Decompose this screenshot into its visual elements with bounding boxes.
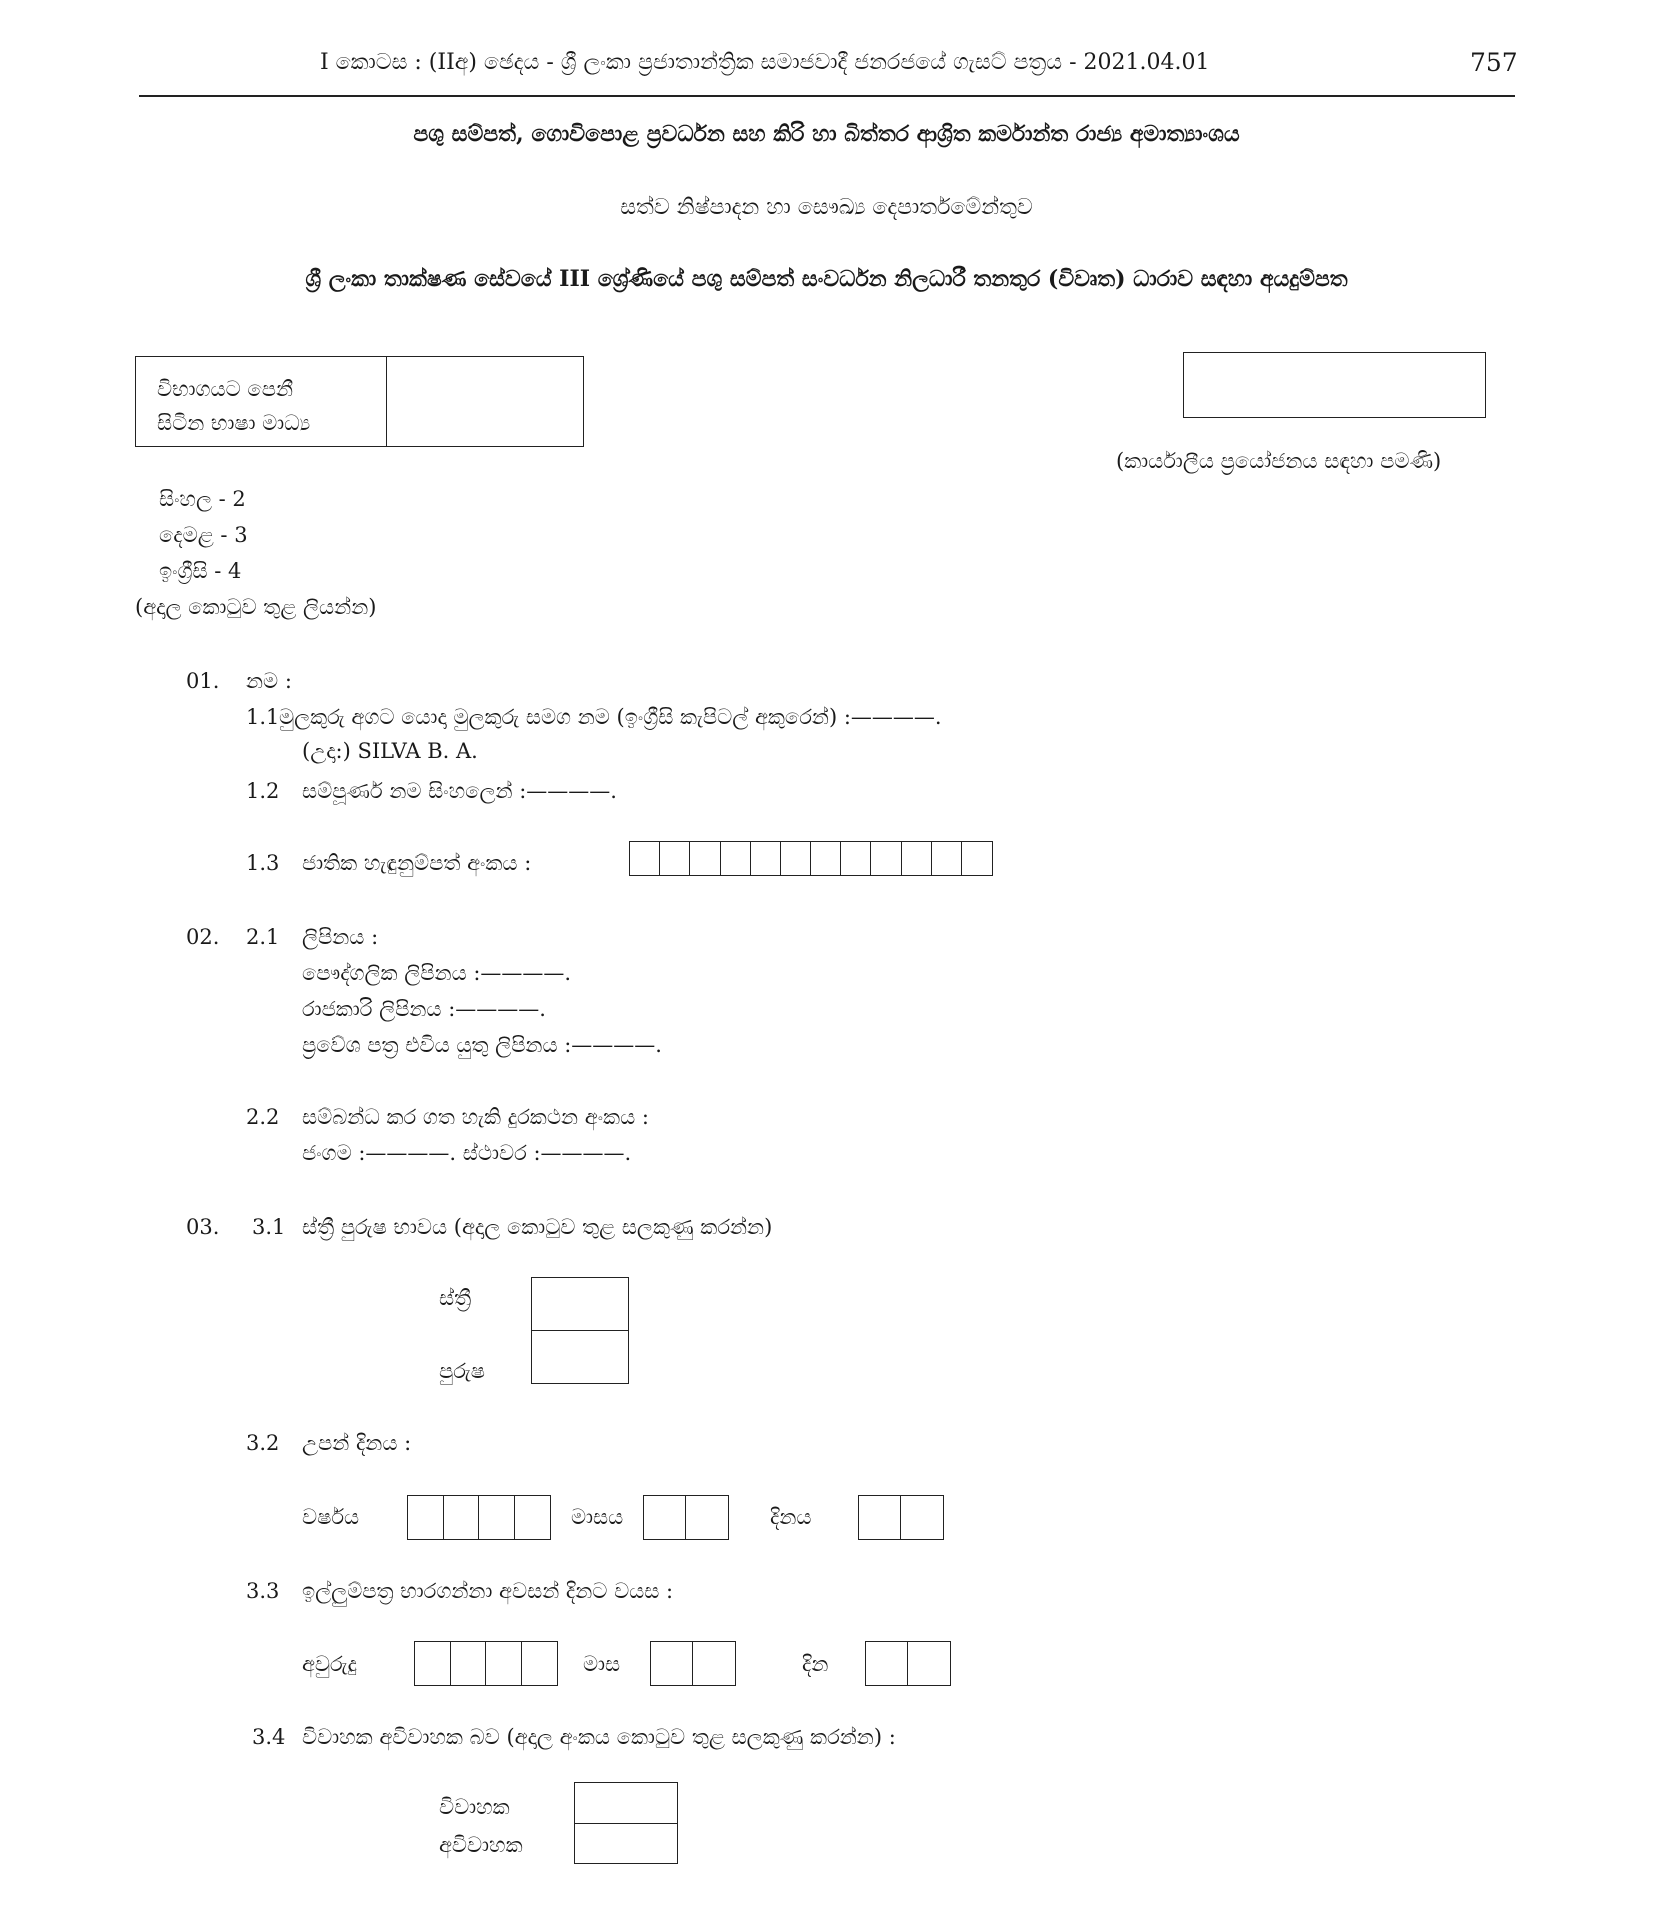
header-rule xyxy=(139,95,1515,97)
section2-number: 02. xyxy=(186,925,220,949)
q3-1-number: 3.1 xyxy=(252,1215,286,1239)
q1-2-label: සම්පූර්ණ නම සිංහලෙන් :————. xyxy=(302,779,617,803)
nic-digit-box[interactable] xyxy=(690,842,720,875)
age-days-label: දින xyxy=(802,1652,829,1676)
year-digit-box[interactable] xyxy=(479,1496,515,1539)
q3-3-number: 3.3 xyxy=(246,1579,280,1603)
age-year-digit-box[interactable] xyxy=(522,1642,557,1685)
language-medium-input[interactable] xyxy=(256,0,257,1)
age-years-label: අවුරුදු xyxy=(302,1652,357,1676)
month-digit-box[interactable] xyxy=(686,1496,728,1539)
age-months-label: මාස xyxy=(583,1652,621,1676)
department-title: සත්ව නිෂ්පාදන හා සෞඛ්‍ය දෙපාර්තමේන්තුව xyxy=(620,195,1033,220)
male-checkbox[interactable] xyxy=(532,1331,628,1383)
birth-day-label: දිනය xyxy=(770,1505,812,1529)
day-digit-box[interactable] xyxy=(901,1496,943,1539)
q3-4-label: විවාහක අවිවාහක බව (අදාල අංකය කොටුව තුළ සලකුණු කරන්න) : xyxy=(302,1725,896,1749)
unmarried-label: අවිවාහක xyxy=(439,1833,523,1857)
nic-digit-box[interactable] xyxy=(751,842,781,875)
nic-digit-box[interactable] xyxy=(781,842,811,875)
language-option-sinhala: සිංහල - 2 xyxy=(159,487,246,511)
year-digit-box[interactable] xyxy=(444,1496,480,1539)
married-checkbox[interactable] xyxy=(575,1783,677,1824)
gender-checkboxes[interactable] xyxy=(531,1277,629,1384)
q2-1-label: ලිපිනය : xyxy=(302,925,379,949)
day-digit-box[interactable] xyxy=(859,1496,901,1539)
language-medium-label-2: සිටින භාෂා මාධ්‍ය xyxy=(157,411,311,435)
section1-heading: නම : xyxy=(246,669,292,693)
marital-status-checkboxes[interactable] xyxy=(574,1782,678,1864)
age-year-digit-box[interactable] xyxy=(451,1642,487,1685)
personal-address-field[interactable]: පෞද්ගලික ලිපිනය :————. xyxy=(302,961,572,985)
q2-2-number: 2.2 xyxy=(246,1105,280,1129)
q3-3-label: ඉල්ලුම්පත්‍ර භාරගන්නා අවසන් දිනට වයස : xyxy=(302,1579,674,1603)
q1-1-number: 1.1 xyxy=(246,705,280,729)
unmarried-checkbox[interactable] xyxy=(575,1824,677,1864)
section3-number: 03. xyxy=(186,1215,220,1239)
age-day-digit-box[interactable] xyxy=(908,1642,950,1685)
q2-1-number: 2.1 xyxy=(246,925,280,949)
language-option-tamil: දෙමළ - 3 xyxy=(159,523,248,547)
year-digit-box[interactable] xyxy=(408,1496,444,1539)
office-use-label: (කාර්යාලීය ප්‍රයෝජනය සඳහා පමණි) xyxy=(1116,449,1442,473)
admission-address-field[interactable]: ප්‍රවේශ පත්‍ර එවිය යුතු ලිපිනය :————. xyxy=(302,1033,662,1057)
birth-month-boxes[interactable] xyxy=(643,1495,729,1540)
q2-2-label: සම්බන්ධ කර ගත හැකි දුරකථන අංකය : xyxy=(302,1105,649,1129)
nic-digit-box[interactable] xyxy=(630,842,660,875)
q1-2-number: 1.2 xyxy=(246,779,280,803)
q1-1-example: (උදා:) SILVA B. A. xyxy=(302,739,478,763)
official-address-field[interactable]: රාජකාරි ලිපිනය :————. xyxy=(302,997,546,1021)
nic-digit-box[interactable] xyxy=(962,842,992,875)
nic-digit-box[interactable] xyxy=(932,842,962,875)
form-title: ශ්‍රී ලංකා තාක්ෂණ සේවයේ III ශ්‍රේණියේ පශු සම්පත් සංවර්ධන නිලධාරී තනතුර (විවෘත) ධාරාව සඳහා අයදුම්පත xyxy=(305,266,1348,292)
married-label: විවාහක xyxy=(439,1795,510,1819)
nic-digit-box[interactable] xyxy=(902,842,932,875)
nic-digit-box[interactable] xyxy=(871,842,901,875)
q3-2-label: උපන් දිනය : xyxy=(302,1431,412,1455)
page-number: 757 xyxy=(1470,48,1518,77)
birth-year-label: වර්ෂය xyxy=(302,1505,360,1529)
language-medium-divider xyxy=(386,357,387,446)
birth-month-label: මාසය xyxy=(571,1505,624,1529)
q1-1-label: මුලකුරු අගට යොදා මුලකුරු සමග නම (ඉංග්‍රීසි කැපිටල් අකුරෙන්) :————. xyxy=(279,705,942,729)
birth-year-boxes[interactable] xyxy=(407,1495,551,1540)
birth-day-boxes[interactable] xyxy=(858,1495,944,1540)
running-header: I කොටස : (IIඅ) ඡෙදය - ශ්‍රී ලංකා ප්‍රජාතාන්ත්‍රික සමාජවාදී ජනරජයේ ගැසට් පත්‍රය - 2021.04.01 xyxy=(320,50,1210,75)
age-month-digit-box[interactable] xyxy=(693,1642,735,1685)
nic-digit-box[interactable] xyxy=(660,842,690,875)
language-instruction: (අදාල කොටුව තුළ ලියන්න) xyxy=(135,595,377,619)
q1-3-number: 1.3 xyxy=(246,851,280,875)
nic-digit-box[interactable] xyxy=(841,842,871,875)
female-label: ස්ත්‍රී xyxy=(439,1286,472,1310)
office-use-box xyxy=(1183,352,1486,418)
age-year-digit-box[interactable] xyxy=(415,1642,451,1685)
q3-2-number: 3.2 xyxy=(246,1431,280,1455)
q1-3-label: ජාතික හැඳුනුම්පත් අංකය : xyxy=(302,851,532,875)
age-years-boxes[interactable] xyxy=(414,1641,558,1686)
language-medium-box xyxy=(135,356,584,447)
nic-number-boxes[interactable] xyxy=(629,841,993,876)
year-digit-box[interactable] xyxy=(515,1496,550,1539)
age-months-boxes[interactable] xyxy=(650,1641,736,1686)
age-day-digit-box[interactable] xyxy=(866,1642,908,1685)
nic-digit-box[interactable] xyxy=(721,842,751,875)
section1-number: 01. xyxy=(186,669,220,693)
phone-fields[interactable]: ජංගම :————. ස්ථාවර :————. xyxy=(302,1141,632,1165)
female-checkbox[interactable] xyxy=(532,1278,628,1331)
ministry-title: පශු සම්පත්, ගොවිපොළ ප්‍රවර්ධන සහ කිරි හා බිත්තර ආශ්‍රිත කර්මාන්ත රාජ්‍ය අමාත්‍යාංශය xyxy=(413,121,1240,147)
language-option-english: ඉංග්‍රීසි - 4 xyxy=(159,559,242,583)
age-month-digit-box[interactable] xyxy=(651,1642,693,1685)
q3-1-label: ස්ත්‍රී පුරුෂ භාවය (අදාල කොටුව තුළ සලකුණු කරන්න) xyxy=(302,1215,773,1239)
month-digit-box[interactable] xyxy=(644,1496,686,1539)
age-days-boxes[interactable] xyxy=(865,1641,951,1686)
language-medium-label-1: විභාගයට පෙනී xyxy=(157,377,293,401)
male-label: පුරුෂ xyxy=(439,1359,485,1383)
age-year-digit-box[interactable] xyxy=(486,1642,522,1685)
q3-4-number: 3.4 xyxy=(252,1725,286,1749)
nic-digit-box[interactable] xyxy=(811,842,841,875)
